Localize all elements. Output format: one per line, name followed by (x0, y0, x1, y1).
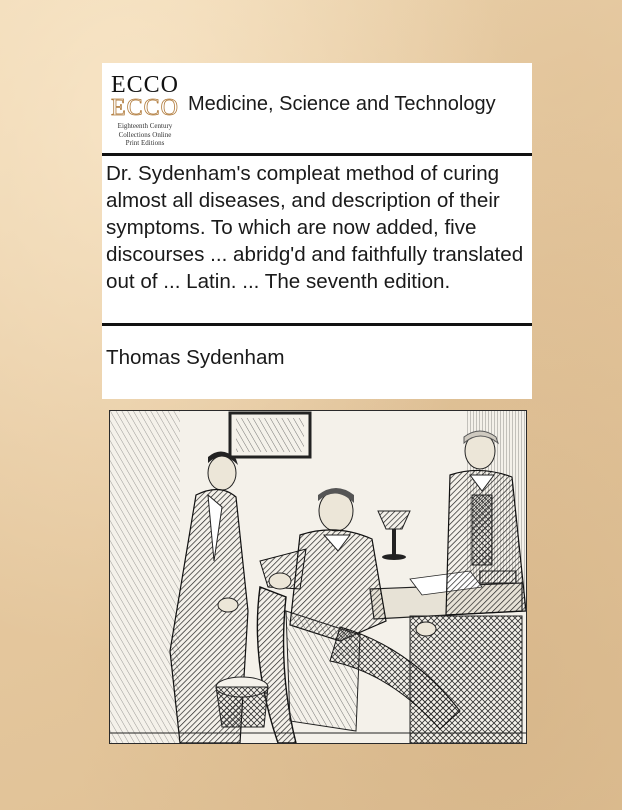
ecco-logo-mirror: ECCO (110, 95, 179, 121)
title-divider-bottom (102, 323, 532, 326)
title-divider-top (102, 153, 532, 156)
series-title: Medicine, Science and Technology (188, 93, 496, 115)
title-panel (102, 63, 532, 399)
lamp-stem (392, 529, 396, 555)
ecco-logo (110, 71, 180, 153)
ecco-logo-caption-2: Collections Online (118, 130, 172, 139)
engraving-scene (110, 411, 526, 743)
book-title: Dr. Sydenham's compleat method of curing almost all diseases, and description of their symptoms. To which are now added, five discourses ... abridg'd and faithfully translated out of ... Latin. ... The seventh edition. (106, 162, 524, 293)
engraving-illustration (109, 410, 527, 744)
ecco-logo-caption-3: Print Editions (125, 139, 165, 147)
left-wall-shading (110, 411, 180, 743)
book-author: Thomas Sydenham (106, 346, 285, 369)
ecco-logo-text: ECCO (110, 72, 179, 98)
lamp-base (382, 554, 406, 560)
series-header (102, 63, 532, 153)
basket (216, 677, 268, 727)
ecco-logo-caption-1: Eighteenth Century (117, 122, 173, 130)
wall-picture (236, 418, 304, 452)
